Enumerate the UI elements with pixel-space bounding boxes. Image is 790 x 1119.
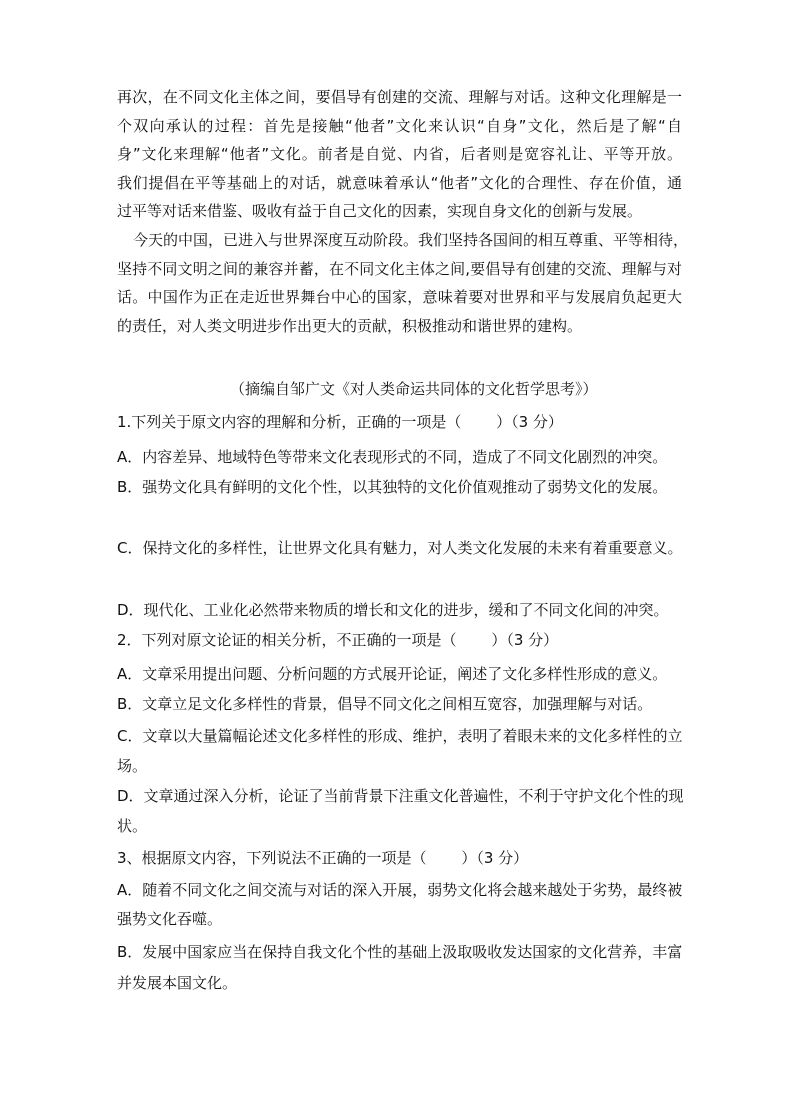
option-b: B．发展中国家应当在保持自我文化个性的基础上汲取吸收发达国家的文化营养，丰富 <box>117 943 683 961</box>
passage-line: 今天的中国，已进入与世界深度互动阶段。我们坚持各国间的相互尊重、平等相待， <box>133 231 689 249</box>
option-b: B．文章立足文化多样性的背景，倡导不同文化之间相互宽容，加强理解与对话。 <box>117 695 653 713</box>
option-b: B．强势文化具有鲜明的文化个性，以其独特的文化价值观推动了弱势文化的发展。 <box>117 478 668 496</box>
passage-line: 个双向承认的过程：首先是接触“他者”文化来认识“自身”文化，然后是了解“自 <box>117 117 682 135</box>
option-a: A．内容差异、地域特色等带来文化表现形式的不同，造成了不同文化剧烈的冲突。 <box>117 448 668 466</box>
question-stem: 2．下列对原文论证的相关分析，不正确的一项是（ ）（3 分） <box>117 631 559 649</box>
question-stem: 1.下列关于原文内容的理解和分析，正确的一项是（ ）（3 分） <box>117 413 563 431</box>
passage-line: 再次，在不同文化主体之间，要倡导有创建的交流、理解与对话。这种文化理解是一 <box>117 88 682 106</box>
option-d: D．现代化、工业化必然带来物质的增长和文化的进步，缓和了不同文化间的冲突。 <box>117 601 669 619</box>
passage-line: 我们提倡在平等基础上的对话，就意味着承认“他者”文化的合理性、存在价值，通 <box>117 174 682 192</box>
option-d: D．文章通过深入分析，论证了当前背景下注重文化普遍性，不利于守护文化个性的现 <box>117 787 684 805</box>
option-a: A．文章采用提出问题、分析问题的方式展开论证，阐述了文化多样性形成的意义。 <box>117 665 668 683</box>
option-d-cont: 状。 <box>117 817 148 835</box>
question-stem: 3、根据原文内容，下列说法不正确的一项是（ ）（3 分） <box>117 849 529 867</box>
option-a-cont: 强势文化吞噬。 <box>117 910 223 928</box>
passage-line: 话。中国作为正在走近世界舞台中心的国家，意味着要对世界和平与发展肩负起更大 <box>117 288 682 306</box>
option-c-cont: 场。 <box>117 757 148 775</box>
option-a: A．随着不同文化之间交流与对话的深入开展，弱势文化将会越来越处于劣势，最终被 <box>117 881 683 899</box>
citation: （摘编自邹广文《对人类命运共同体的文化哲学思考》） <box>230 380 598 398</box>
option-c: C．文章以大量篇幅论述文化多样性的形成、维护，表明了着眼未来的文化多样性的立 <box>117 727 683 745</box>
passage-line: 的责任，对人类文明进步作出更大的贡献，积极推动和谐世界的建构。 <box>117 317 583 335</box>
passage-line: 过平等对话来借鉴、吸收有益于自己文化的因素，实现自身文化的创新与发展。 <box>117 202 643 220</box>
passage-line: 坚持不同文明之间的兼容并蓄，在不同文化主体之间,要倡导有创建的交流、理解与对 <box>117 260 682 278</box>
option-b-cont: 并发展本国文化。 <box>117 974 238 992</box>
option-c: C．保持文化的多样性，让世界文化具有魅力，对人类文化发展的未来有着重要意义。 <box>117 539 683 557</box>
passage-line: 身”文化来理解“他者”文化。前者是自觉、内省，后者则是宽容礼让、平等开放。 <box>117 145 682 163</box>
